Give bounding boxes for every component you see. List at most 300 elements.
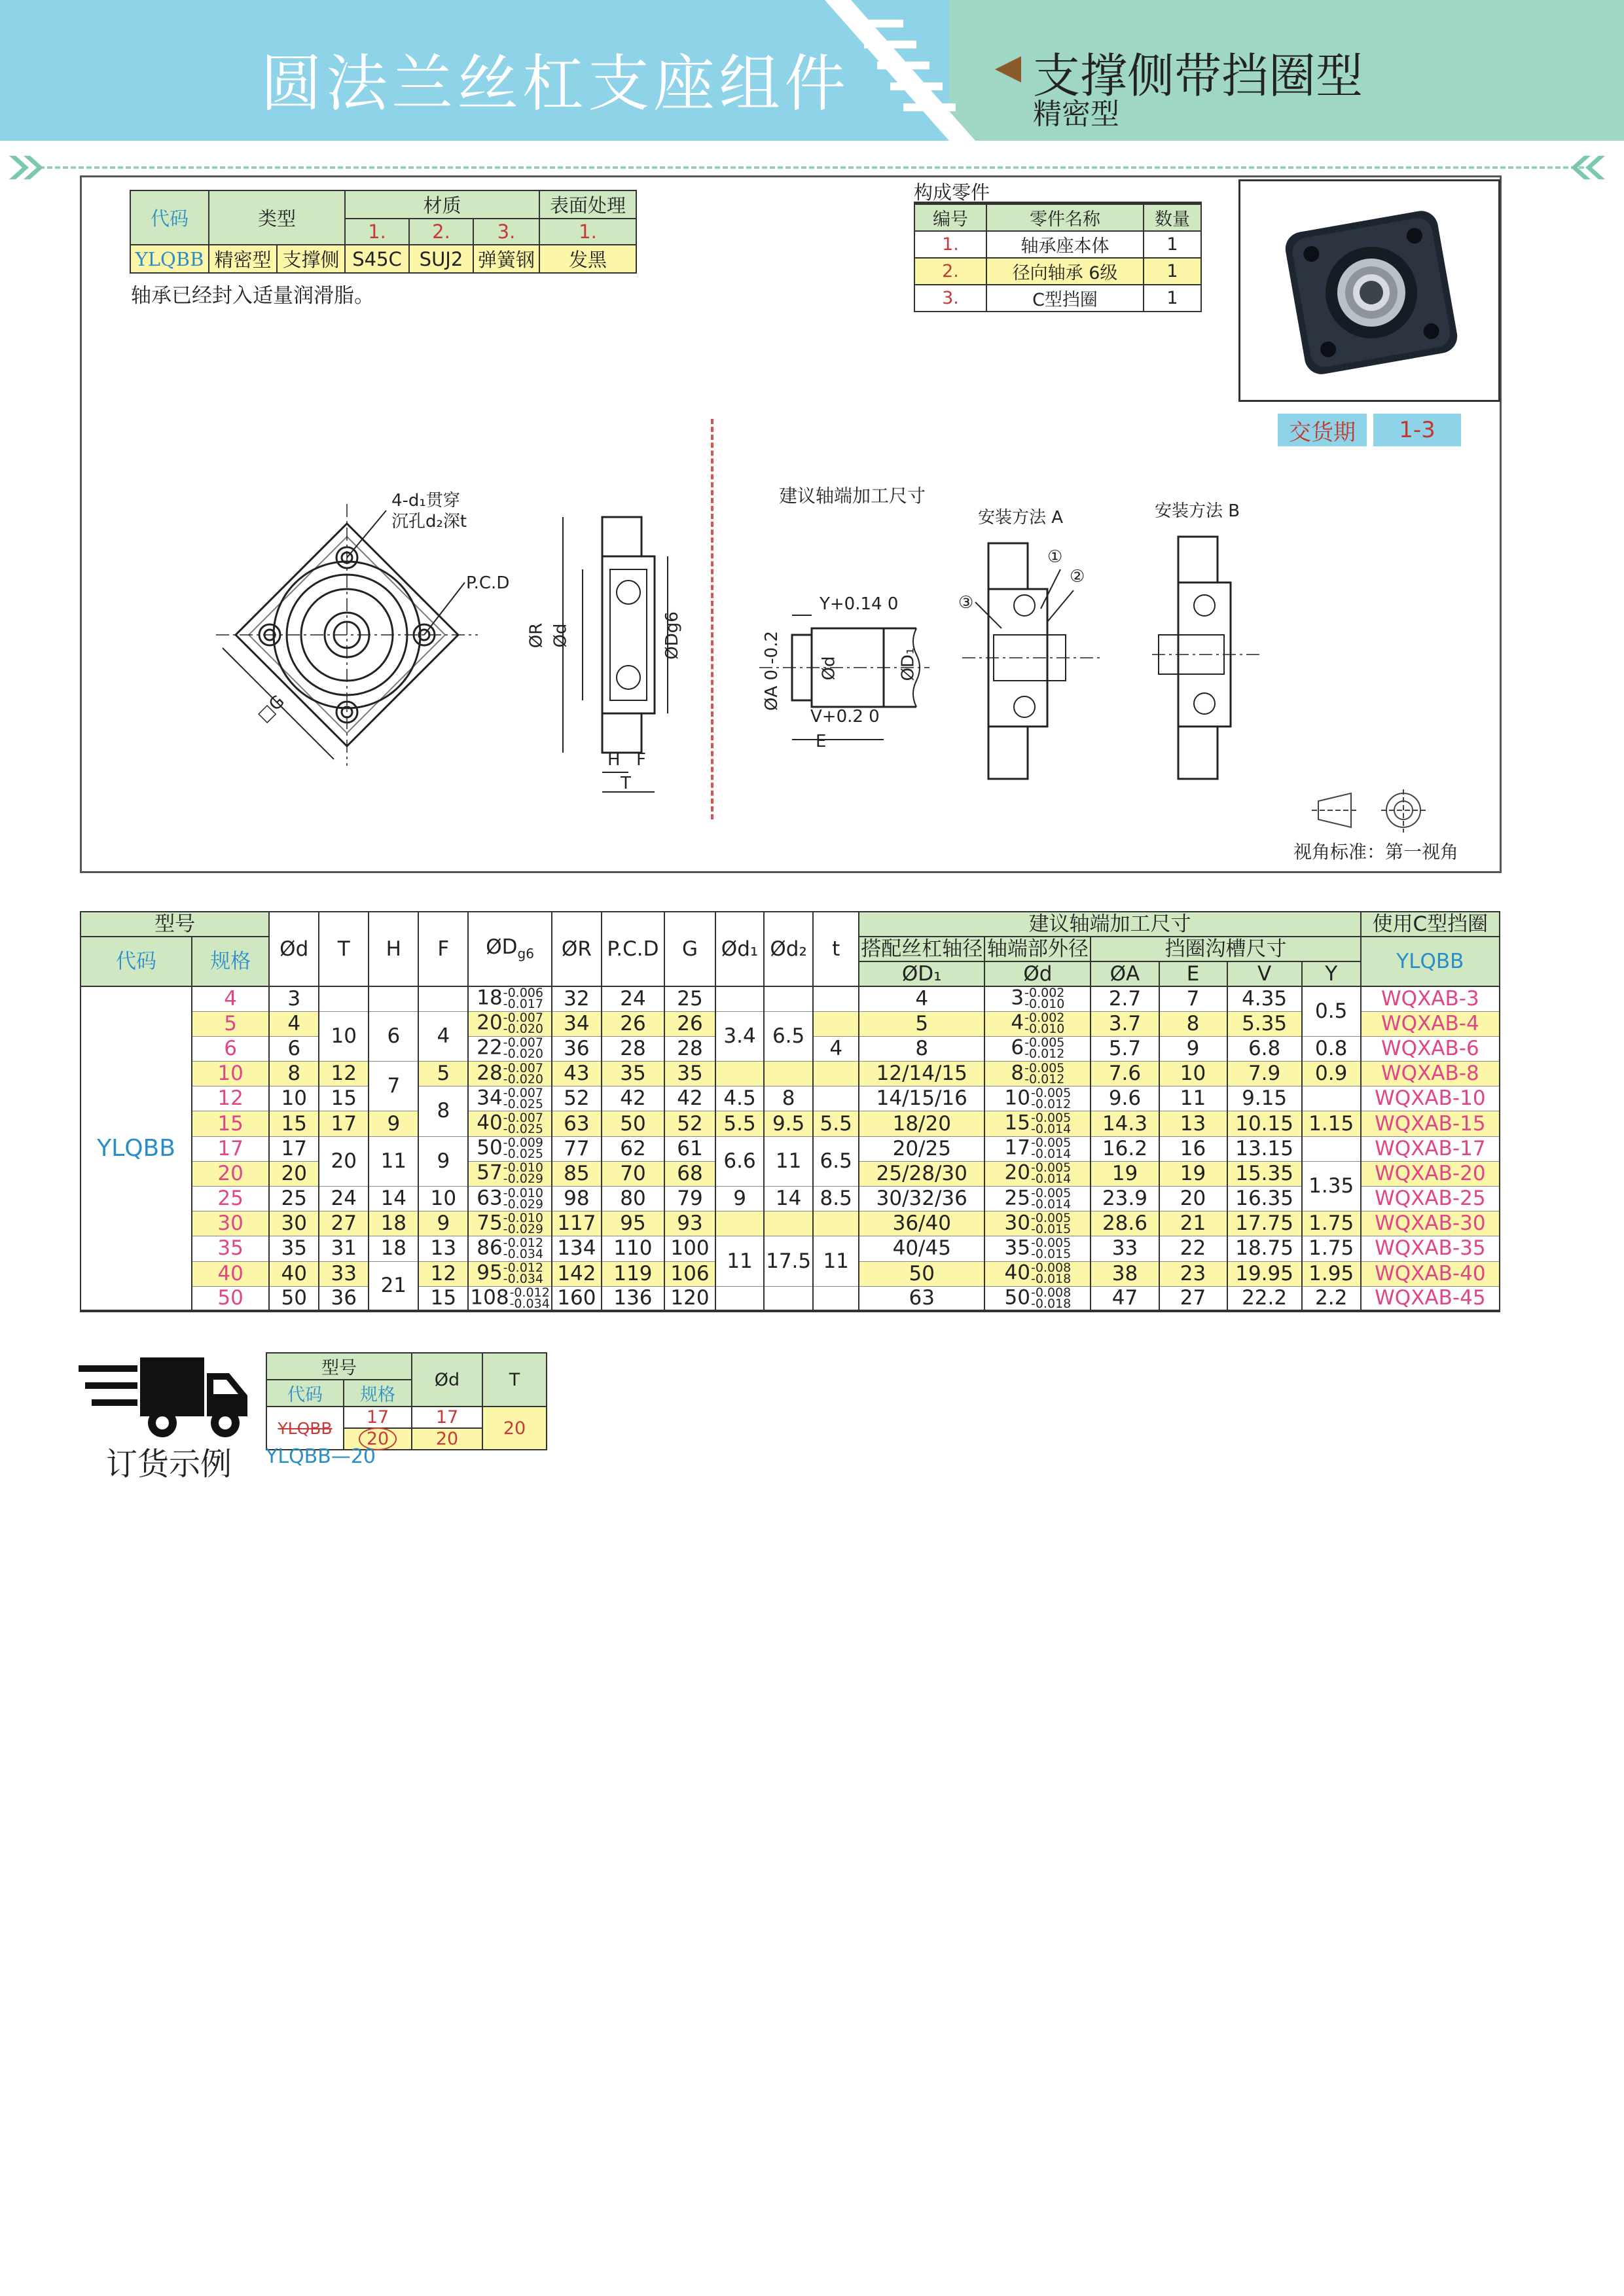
row-D1: 12/14/15 (859, 1062, 984, 1086)
order-code-header: 代码 (266, 1380, 344, 1407)
row-dsh: 40-0.008 -0.018 (984, 1261, 1091, 1286)
row-D1: 14/15/16 (859, 1086, 984, 1111)
row-D: 95-0.012 -0.034 (468, 1261, 552, 1286)
row-t-small (813, 986, 859, 1011)
triangle-marker-icon (995, 56, 1021, 82)
row-ring: WQXAB-40 (1361, 1261, 1500, 1286)
row-Y (1302, 1086, 1361, 1111)
row-t (319, 986, 369, 1011)
e-label: E (816, 732, 827, 751)
row-d: 6 (269, 1036, 319, 1061)
page-title: 圆法兰丝杠支座组件 (261, 48, 850, 120)
row-d: 40 (269, 1261, 319, 1286)
col-t-small-header: t (813, 912, 859, 986)
row-t: 15 (319, 1086, 369, 1111)
row-h: 21 (369, 1261, 418, 1311)
order-size-1: 17 (344, 1407, 412, 1428)
row-g: 120 (664, 1286, 715, 1311)
row-A: 3.7 (1091, 1011, 1159, 1036)
row-ring: WQXAB-3 (1361, 986, 1500, 1011)
row-h: 11 (369, 1136, 418, 1186)
row-size: 4 (192, 986, 269, 1011)
material-type-grade: 精密型 (209, 245, 277, 273)
table-row (81, 1086, 1500, 1111)
row-d: 30 (269, 1211, 319, 1236)
row-t-small (813, 1011, 859, 1036)
order-table (266, 1352, 547, 1450)
row-g: 26 (664, 1011, 715, 1036)
row-h: 18 (369, 1211, 418, 1236)
row-d1: 11 (715, 1236, 764, 1286)
row-E: 13 (1159, 1111, 1227, 1136)
row-f: 5 (418, 1062, 468, 1086)
groove-header: 挡圈沟槽尺寸 (1091, 937, 1360, 961)
row-E: 16 (1159, 1136, 1227, 1161)
row-r: 77 (552, 1136, 602, 1161)
row-Y: 1.95 (1302, 1261, 1361, 1286)
row-h: 6 (369, 1011, 418, 1061)
row-V: 9.15 (1227, 1086, 1302, 1111)
row-pcd: 110 (602, 1236, 664, 1261)
d-label: Ød (550, 623, 571, 648)
row-f: 10 (418, 1187, 468, 1211)
row-size: 12 (192, 1086, 269, 1111)
row-dsh: 20-0.005 -0.014 (984, 1161, 1091, 1186)
row-d1 (715, 1286, 764, 1311)
header-divider (39, 166, 1584, 169)
row-A: 7.6 (1091, 1062, 1159, 1086)
row-d2: 11 (764, 1136, 813, 1186)
d1-label: ØD₁ (898, 647, 918, 681)
col-d1-header: Ød₁ (715, 912, 764, 986)
row-E: 10 (1159, 1062, 1227, 1086)
row-dsh: 30-0.005 -0.015 (984, 1211, 1091, 1236)
col-t-header: T (319, 912, 369, 986)
row-size: 10 (192, 1062, 269, 1086)
row-V: 22.2 (1227, 1286, 1302, 1311)
parts-row-no: 3. (914, 285, 986, 312)
parts-row-qty: 1 (1144, 231, 1201, 258)
row-h: 14 (369, 1187, 418, 1211)
row-V: 5.35 (1227, 1011, 1302, 1036)
row-D1: 25/28/30 (859, 1161, 984, 1186)
row-V: 19.95 (1227, 1261, 1302, 1286)
callout-1: ① (1047, 547, 1063, 567)
surface-treatment: 发黑 (539, 245, 636, 273)
row-size: 50 (192, 1286, 269, 1311)
row-f: 9 (418, 1211, 468, 1236)
row-D: 57-0.010 -0.029 (468, 1161, 552, 1186)
row-d1: 5.5 (715, 1111, 764, 1136)
row-ring: WQXAB-17 (1361, 1136, 1500, 1161)
row-d: 17 (269, 1136, 319, 1161)
row-dsh: 35-0.005 -0.015 (984, 1236, 1091, 1261)
row-d2 (764, 1211, 813, 1236)
row-V: 10.15 (1227, 1111, 1302, 1136)
parts-name-header: 零件名称 (986, 204, 1144, 232)
row-E: 7 (1159, 986, 1227, 1011)
row-f: 4 (418, 1011, 468, 1061)
v-tolerance-label: V+0.2 0 (810, 707, 880, 726)
material-code: YLQBB (130, 245, 209, 273)
col-D-header: $ØD_{g6}$ (468, 912, 552, 986)
row-D: 20-0.007 -0.020 (468, 1011, 552, 1036)
row-t-small (813, 1086, 859, 1111)
material-3-header: 3. (473, 219, 539, 245)
material-code-header: 代码 (130, 190, 209, 245)
ring-header: 使用C型挡圈 (1361, 912, 1500, 937)
row-D: 86-0.012 -0.034 (468, 1236, 552, 1261)
row-r: 52 (552, 1086, 602, 1111)
row-V: 4.35 (1227, 986, 1302, 1011)
shaft-d-label: Ød (819, 656, 839, 681)
row-pcd: 80 (602, 1187, 664, 1211)
row-D1: 63 (859, 1286, 984, 1311)
g-label: □G (253, 691, 289, 726)
order-model-header: 型号 (266, 1353, 412, 1380)
table-row (81, 1011, 1500, 1036)
mount-b-label: 安装方法 B (1155, 501, 1240, 521)
row-r: 117 (552, 1211, 602, 1236)
row-t-small (813, 1286, 859, 1311)
table-row (81, 1111, 1500, 1136)
row-pcd: 62 (602, 1136, 664, 1161)
row-A: 16.2 (1091, 1136, 1159, 1161)
row-g: 28 (664, 1036, 715, 1061)
row-g: 79 (664, 1187, 715, 1211)
material-1-header: 1. (345, 219, 409, 245)
row-dsh: 15-0.005 -0.014 (984, 1111, 1091, 1136)
col-A-header: ØA (1091, 961, 1159, 986)
order-d-header: Ød (412, 1353, 482, 1407)
row-f (418, 986, 468, 1011)
row-d2 (764, 986, 813, 1011)
holes-label: 4-d₁贯穿 (391, 491, 460, 511)
t-label: T (621, 774, 631, 793)
parts-no-header: 编号 (914, 204, 986, 232)
row-dsh: 8-0.005 -0.012 (984, 1062, 1091, 1086)
delivery-label: 交货期 (1278, 414, 1367, 446)
row-d2 (764, 1062, 813, 1086)
row-pcd: 26 (602, 1011, 664, 1036)
delivery-badge (1278, 414, 1461, 446)
table-row (81, 1062, 1500, 1086)
row-D: 50-0.009 -0.025 (468, 1136, 552, 1161)
row-h: 7 (369, 1062, 418, 1111)
row-r: 85 (552, 1161, 602, 1186)
row-E: 8 (1159, 1011, 1227, 1036)
row-t-small: 6.5 (813, 1136, 859, 1186)
col-f-header: F (418, 912, 468, 986)
row-D1: 5 (859, 1011, 984, 1036)
row-ring: WQXAB-25 (1361, 1187, 1500, 1211)
row-A: 38 (1091, 1261, 1159, 1286)
row-D1: 36/40 (859, 1211, 984, 1236)
parts-title: 构成零件 (914, 181, 990, 204)
col-h-header: H (369, 912, 418, 986)
row-r: 34 (552, 1011, 602, 1036)
col-d-header: Ød (269, 912, 319, 986)
row-g: 42 (664, 1086, 715, 1111)
delivery-value: 1-3 (1373, 414, 1461, 446)
parts-row-name: 径向轴承 6级 (986, 258, 1144, 285)
row-size: 40 (192, 1261, 269, 1286)
material-2: SUJ2 (409, 245, 473, 273)
row-size: 17 (192, 1136, 269, 1161)
row-t: 36 (319, 1286, 369, 1311)
row-pcd: 70 (602, 1161, 664, 1186)
row-h: 18 (369, 1236, 418, 1261)
row-V: 7.9 (1227, 1062, 1302, 1086)
h-label: H (607, 750, 621, 770)
row-Y: 1.75 (1302, 1211, 1361, 1236)
table-row (81, 1236, 1500, 1261)
row-ring: WQXAB-45 (1361, 1286, 1500, 1311)
row-Y: 0.8 (1302, 1036, 1361, 1061)
row-t-small: 8.5 (813, 1187, 859, 1211)
row-size: 6 (192, 1036, 269, 1061)
row-V: 18.75 (1227, 1236, 1302, 1261)
row-h (369, 986, 418, 1011)
material-type-side: 支撑侧 (277, 245, 345, 273)
row-r: 63 (552, 1111, 602, 1136)
row-ring: WQXAB-4 (1361, 1011, 1500, 1036)
page-subtitle: 支撑侧带挡圈型 (1033, 48, 1363, 103)
row-d: 15 (269, 1111, 319, 1136)
row-pcd: 95 (602, 1211, 664, 1236)
row-D1: 50 (859, 1261, 984, 1286)
row-A: 33 (1091, 1236, 1159, 1261)
callout-2: ② (1070, 567, 1085, 586)
row-d1: 6.6 (715, 1136, 764, 1186)
row-f: 9 (418, 1136, 468, 1186)
row-d: 3 (269, 986, 319, 1011)
row-V: 13.15 (1227, 1136, 1302, 1161)
row-t: 20 (319, 1136, 369, 1186)
parts-qty-header: 数量 (1144, 204, 1201, 232)
row-D1: 30/32/36 (859, 1187, 984, 1211)
order-t: 20 (482, 1407, 547, 1450)
row-t: 33 (319, 1261, 369, 1286)
row-g: 61 (664, 1136, 715, 1161)
order-d-2: 20 (412, 1428, 482, 1450)
row-Y: 1.15 (1302, 1111, 1361, 1136)
row-ring: WQXAB-6 (1361, 1036, 1500, 1061)
row-ring: WQXAB-10 (1361, 1086, 1500, 1111)
row-g: 100 (664, 1236, 715, 1261)
row-Y: 1.75 (1302, 1236, 1361, 1261)
dg6-label: ØDg6 (662, 611, 682, 660)
row-dsh: 50-0.008 -0.018 (984, 1286, 1091, 1311)
row-A: 2.7 (1091, 986, 1159, 1011)
row-d2: 6.5 (764, 1011, 813, 1061)
section-divider (711, 419, 713, 819)
row-h: 9 (369, 1111, 418, 1136)
end-od-header: 轴端部外径 (984, 937, 1091, 961)
row-d1: 3.4 (715, 1011, 764, 1061)
row-dsh: 25-0.005 -0.014 (984, 1187, 1091, 1211)
row-D1: 40/45 (859, 1236, 984, 1261)
row-d2: 8 (764, 1086, 813, 1111)
row-d: 50 (269, 1286, 319, 1311)
row-d1: 4.5 (715, 1086, 764, 1111)
row-E: 9 (1159, 1036, 1227, 1061)
row-D: 75-0.010 -0.029 (468, 1211, 552, 1236)
lubrication-note: 轴承已经封入适量润滑脂。 (131, 284, 374, 308)
view-standard-label: 视角标准：第一视角 (1293, 841, 1459, 863)
row-d2: 14 (764, 1187, 813, 1211)
row-dsh: 17-0.005 -0.014 (984, 1136, 1091, 1161)
row-V: 16.35 (1227, 1187, 1302, 1211)
col-pcd-header: P.C.D (602, 912, 664, 986)
row-t-small (813, 1062, 859, 1086)
row-D: 108-0.012 -0.034 (468, 1286, 552, 1311)
row-d: 8 (269, 1062, 319, 1086)
row-t-small: 4 (813, 1036, 859, 1061)
row-pcd: 50 (602, 1111, 664, 1136)
row-f: 8 (418, 1086, 468, 1136)
row-size: 35 (192, 1236, 269, 1261)
col-r-header: ØR (552, 912, 602, 986)
row-d: 35 (269, 1236, 319, 1261)
parts-row-qty: 1 (1144, 258, 1201, 285)
table-row (81, 1211, 1500, 1236)
row-r: 134 (552, 1236, 602, 1261)
mount-a-label: 安装方法 A (978, 508, 1064, 528)
row-f: 13 (418, 1236, 468, 1261)
row-ring: WQXAB-35 (1361, 1236, 1500, 1261)
row-dsh: 6-0.005 -0.012 (984, 1036, 1091, 1061)
row-E: 21 (1159, 1211, 1227, 1236)
row-pcd: 35 (602, 1062, 664, 1086)
row-size: 30 (192, 1211, 269, 1236)
row-r: 160 (552, 1286, 602, 1311)
f-label: F (636, 750, 646, 770)
row-D1: 8 (859, 1036, 984, 1061)
col-E-header: E (1159, 961, 1227, 986)
shaft-header: 建议轴端加工尺寸 (859, 912, 1361, 937)
row-size: 5 (192, 1011, 269, 1036)
row-A: 28.6 (1091, 1211, 1159, 1236)
row-ring: WQXAB-20 (1361, 1161, 1500, 1186)
row-size: 25 (192, 1187, 269, 1211)
page-subtitle-grade: 精密型 (1033, 98, 1119, 131)
table-row (81, 1136, 1500, 1161)
col-D1-header: ØD₁ (859, 961, 984, 986)
row-d2: 17.5 (764, 1236, 813, 1286)
row-pcd: 28 (602, 1036, 664, 1061)
parts-row-qty: 1 (1144, 285, 1201, 312)
row-V: 17.75 (1227, 1211, 1302, 1236)
row-g: 93 (664, 1211, 715, 1236)
row-r: 32 (552, 986, 602, 1011)
row-dsh: 4-0.002 -0.010 (984, 1011, 1091, 1036)
surface-1-header: 1. (539, 219, 636, 245)
row-pcd: 42 (602, 1086, 664, 1111)
row-r: 98 (552, 1187, 602, 1211)
col-g-header: G (664, 912, 715, 986)
row-D: 34-0.007 -0.025 (468, 1086, 552, 1111)
row-t: 17 (319, 1111, 369, 1136)
order-d-1: 17 (412, 1407, 482, 1428)
row-g: 68 (664, 1161, 715, 1186)
col-d2-header: Ød₂ (764, 912, 813, 986)
row-A: 14.3 (1091, 1111, 1159, 1136)
pcd-label: P.C.D (466, 573, 510, 593)
material-header: 材质 (345, 190, 539, 219)
row-r: 43 (552, 1062, 602, 1086)
row-Y: 0.5 (1302, 986, 1361, 1036)
surface-header: 表面处理 (539, 190, 636, 219)
row-D1: 18/20 (859, 1111, 984, 1136)
material-3: 弹簧钢 (473, 245, 539, 273)
row-A: 9.6 (1091, 1086, 1159, 1111)
parts-row-no: 2. (914, 258, 986, 285)
row-E: 11 (1159, 1086, 1227, 1111)
chevron-right-icon (9, 153, 48, 182)
row-d: 20 (269, 1161, 319, 1186)
row-A: 23.9 (1091, 1187, 1159, 1211)
row-d: 4 (269, 1011, 319, 1036)
code-header: 代码 (81, 937, 192, 986)
row-d1 (715, 1211, 764, 1236)
row-pcd: 24 (602, 986, 664, 1011)
row-D: 28-0.007 -0.020 (468, 1062, 552, 1086)
order-t-header: T (482, 1353, 547, 1407)
row-D: 63-0.010 -0.029 (468, 1187, 552, 1211)
table-row (81, 1286, 1500, 1311)
ring-code-header: YLQBB (1361, 937, 1500, 986)
mount-b-drawing (1152, 524, 1270, 785)
callout-3: ③ (958, 593, 974, 613)
row-pcd: 119 (602, 1261, 664, 1286)
row-code: YLQBB (81, 986, 192, 1311)
row-E: 19 (1159, 1161, 1227, 1186)
chevron-left-icon (1571, 153, 1610, 182)
a-tolerance-label: ØA 0 -0.2 (762, 630, 782, 711)
r-label: ØR (526, 622, 547, 649)
row-g: 106 (664, 1261, 715, 1286)
row-pcd: 136 (602, 1286, 664, 1311)
row-d: 25 (269, 1187, 319, 1211)
parts-row-no: 1. (914, 231, 986, 258)
col-Y-header: Y (1302, 961, 1361, 986)
material-1: S45C (345, 245, 409, 273)
row-t: 31 (319, 1236, 369, 1261)
row-f: 12 (418, 1261, 468, 1286)
row-t-small: 5.5 (813, 1111, 859, 1136)
truck-icon (79, 1354, 249, 1439)
row-t: 12 (319, 1062, 369, 1086)
row-A: 47 (1091, 1286, 1159, 1311)
row-D: 18-0.006 -0.017 (468, 986, 552, 1011)
spec-table (80, 911, 1500, 1312)
row-Y: 1.35 (1302, 1161, 1361, 1211)
row-r: 142 (552, 1261, 602, 1286)
row-D: 40-0.007 -0.025 (468, 1111, 552, 1136)
row-size: 20 (192, 1161, 269, 1186)
row-ring: WQXAB-30 (1361, 1211, 1500, 1236)
row-d: 10 (269, 1086, 319, 1111)
parts-row-name: C型挡圈 (986, 285, 1144, 312)
row-f: 15 (418, 1286, 468, 1311)
row-V: 15.35 (1227, 1161, 1302, 1186)
row-E: 22 (1159, 1236, 1227, 1261)
table-row (81, 986, 1500, 1011)
row-D1: 4 (859, 986, 984, 1011)
table-row (81, 1187, 1500, 1211)
row-t: 10 (319, 1011, 369, 1061)
